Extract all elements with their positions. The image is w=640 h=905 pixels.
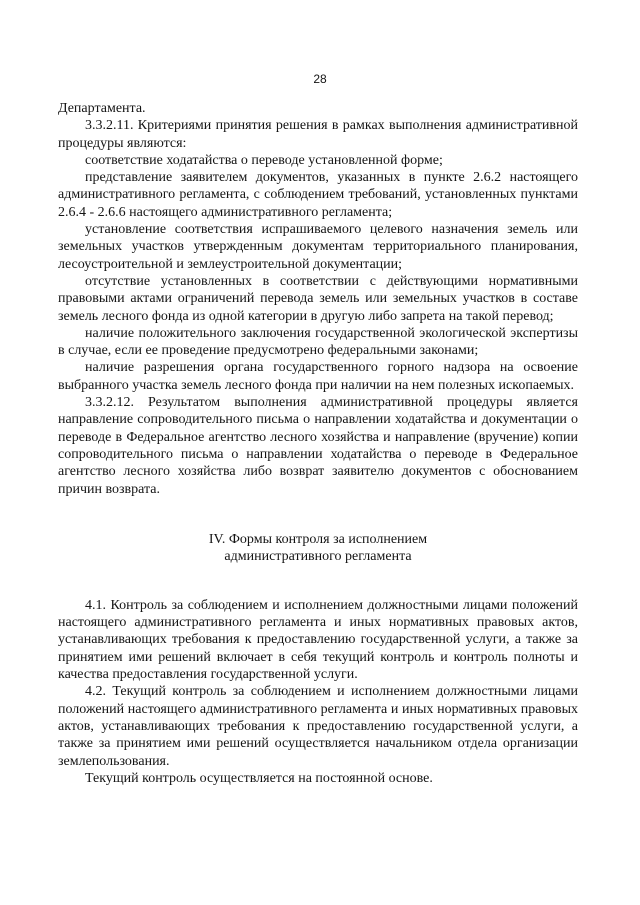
criterion-purpose-compliance: установление соответствия испрашиваемого целевого назначения земель или земельных участков утвержденным документам территориального планирования, лесоустроительной и землеустроительной документации; [58,222,578,272]
criterion-form-compliance: соответствие ходатайства о переводе установленной форме; [85,152,443,168]
paragraph-3-3-2-12: 3.3.2.12. Результатом выполнения административной процедуры является направление сопроводительного письма о направлении ходатайства и документации о переводе в Федеральное агентство лесного хозяйства и направление (вручение) копии сопроводительного письма о направлении ходатайства о переводе в Федеральное агентство лесного хозяйства либо возврат заявителю документов с обоснованием причин возврата. [58,395,578,497]
paragraph-4-1: 4.1. Контроль за соблюдением и исполнением должностными лицами положений настоящего административного регламента и иных нормативных правовых актов, устанавливающих требования к предоставлению государственной услуги, а также за принятием ими решений включает в себя текущий контроль и контроль полноты и качества предоставления государственной услуги. [58,597,578,683]
criterion-ecological-expertise: наличие положительного заключения государственной экологической экспертизы в случае, если ее проведение предусмотрено федеральными законами; [58,325,578,359]
paragraph-3-3-2-11: 3.3.2.11. Критериями принятия решения в рамках выполнения административной процедуры являются: [58,118,578,151]
paragraph-4-2: 4.2. Текущий контроль за соблюдением и исполнением должностными лицами положений настоящего административного регламента и иных нормативных правовых актов, устанавливающих требования к предоставлению государственной услуги, а также за принятием ими решений осуществляется начальником отдела организации землепользования. [58,684,578,769]
document-body [58,100,578,787]
page-number: 28 [313,72,327,86]
criterion-mining-permit: наличие разрешения органа государственного горного надзора на освоение выбранного участка земель лесного фонда при наличии на нем полезных ископаемых. [58,360,578,393]
criterion-documents-submitted: представление заявителем документов, указанных в пункте 2.6.2 настоящего административного регламента, с соблюдением требований, установленных пунктами 2.6.4 - 2.6.6 настоящего административного регламента; [58,170,578,220]
paragraph-continuation: Департамента. [58,101,146,116]
section-heading-line-2: административного регламента [224,549,412,565]
paragraph-current-control: Текущий контроль осуществляется на постоянной основе. [85,770,433,786]
section-heading-line-1: IV. Формы контроля за исполнением [208,531,428,547]
criterion-no-restrictions: отсутствие установленных в соответствии с действующими нормативными правовыми актами ограничений перевода земель или земельных участков в составе земель лесного фонда из одной категории в другую либо запрета на такой перевод; [58,273,578,324]
section-heading [58,531,578,566]
